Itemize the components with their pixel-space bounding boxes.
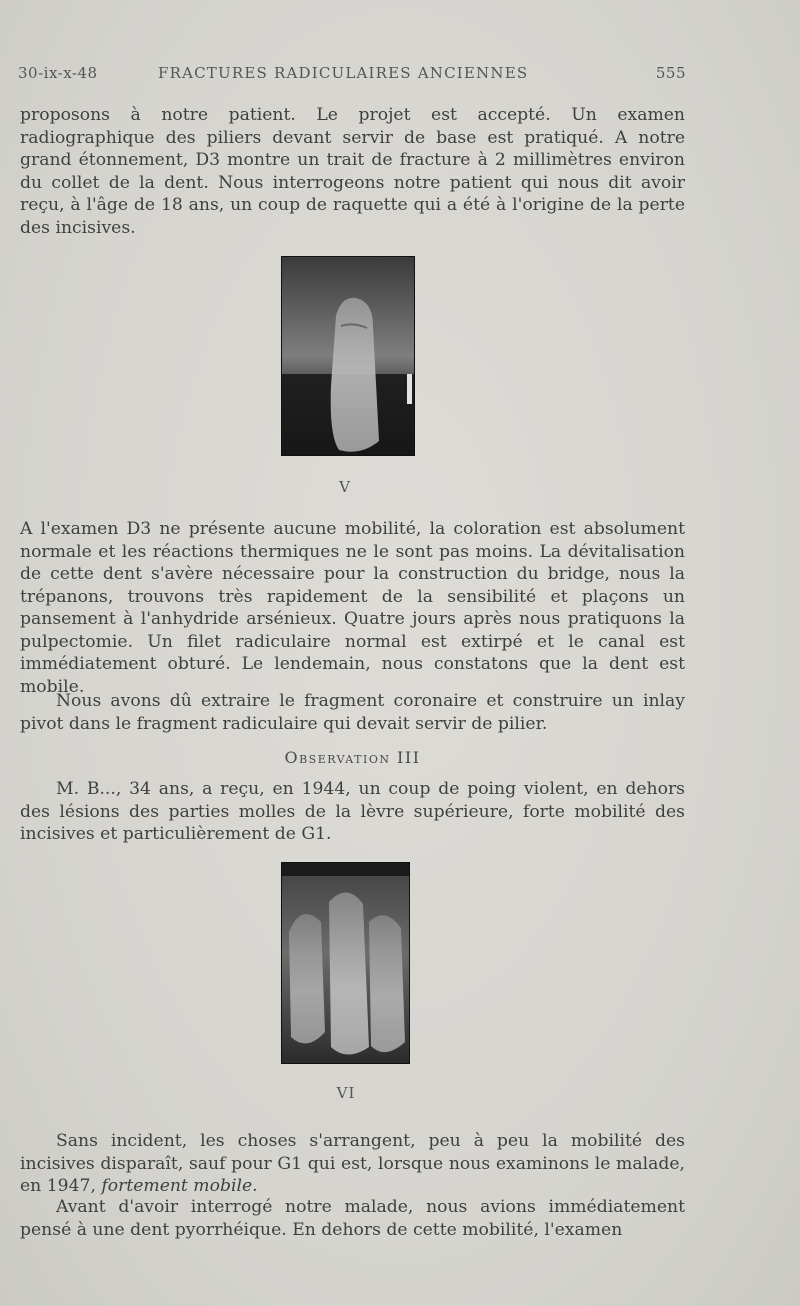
page-number: 555 (655, 64, 686, 82)
paragraph-1: proposons à notre patient. Le projet est accepté. Un examen radiographique des piliers devant servir de base est pratiqué. A notre grand étonnement, D3 montre un trait de fracture à 2 millimètres environ du collet de la dent. Nous interrogeons notre patient qui nous dit avoir reçu, à l'âge de 18 ans, un coup de raquette qui a été à l'origine de la perte des incisives. (20, 105, 685, 238)
paragraph-3-text: Nous avons dû extraire le fragment coronaire et construire un inlay pivot dans le fragment radiculaire qui devait servir de pilier. (20, 691, 685, 734)
running-header (18, 64, 686, 86)
section-heading: Observation III (284, 748, 421, 767)
header-date: 30-ix-x-48 (18, 64, 98, 82)
paragraph-3 (20, 690, 685, 735)
radiograph-v-image (281, 256, 415, 456)
figure-v-caption: V (339, 478, 351, 496)
running-title: FRACTURES RADICULAIRES ANCIENNES (158, 64, 529, 82)
paragraph-5-italic: fortement mobile. (101, 1176, 258, 1196)
paragraph-4-text: M. B..., 34 ans, a reçu, en 1944, un coup de poing violent, en dehors des lésions des parties molles de la lèvre supérieure, forte mobilité des incisives et particulièrement de G1. (20, 779, 685, 844)
paragraph-6-text: Avant d'avoir interrogé notre malade, nous avions immédiatement pensé à une dent pyorrhéique. En dehors de cette mobilité, l'examen (20, 1197, 685, 1240)
paragraph-6 (20, 1196, 685, 1241)
radiograph-figure-vi (281, 862, 410, 1064)
paragraph-2: A l'examen D3 ne présente aucune mobilité, la coloration est absolument normale et les réactions thermiques ne le sont pas moins. La dévitalisation de cette dent s'avère nécessaire pour la construction du bridge, nous la trépanons, trouvons très rapidement de la sensibilité et plaçons un pansement à l'anhydride arsénieux. Quatre jours après nous pratiquons la pulpectomie. Un filet radiculaire normal est extirpé et le canal est immédiatement obturé. Le lendemain, nous constatons que la dent est mobile. (20, 519, 685, 697)
radiograph-vi-image (281, 862, 410, 1064)
radiograph-figure-v (281, 256, 415, 456)
paragraph-4 (20, 778, 685, 846)
paragraph-5 (20, 1130, 685, 1198)
figure-vi-caption: VI (336, 1084, 356, 1102)
paragraph-5-text: Sans incident, les choses s'arrangent, peu à peu la mobilité des incisives disparaît, sauf pour G1 qui est, lorsque nous examinons le malade, en 1947, (20, 1131, 685, 1196)
